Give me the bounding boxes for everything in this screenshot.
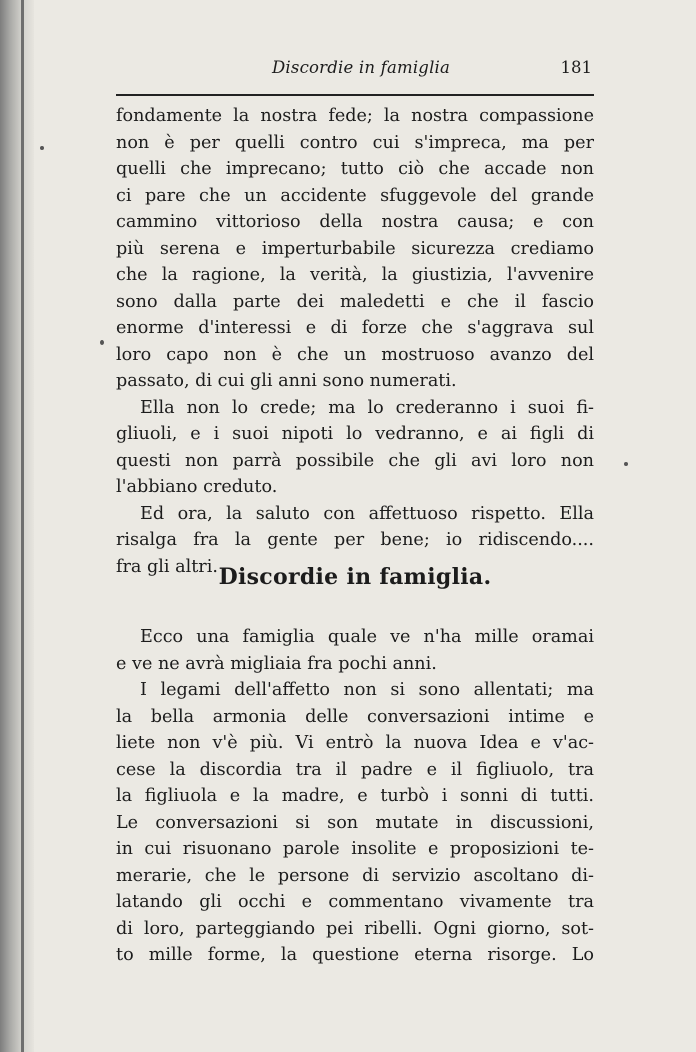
text-line: più serena e imperturbabile sicurezza crediamo <box>116 238 594 259</box>
section-title: Discordie in famiglia. <box>218 564 492 590</box>
ink-speck <box>100 340 104 345</box>
text-line: in cui risuonano parole insolite e proposizioni te- <box>116 839 594 859</box>
text-line: to mille forme, la questione eterna risorge. Lo <box>116 945 594 965</box>
body-text-bottom <box>116 624 594 969</box>
text-line: Ecco una famiglia quale ve n'ha mille oramai <box>140 627 594 647</box>
text-line: di loro, parteggiando pei ribelli. Ogni giorno, sot- <box>116 918 594 939</box>
text-line: e ve ne avrà migliaia fra pochi anni. <box>116 653 437 674</box>
text-line: non è per quelli contro cui s'impreca, ma per <box>116 132 594 153</box>
text-line: gliuoli, e i suoi nipoti lo vedranno, e ai figli di <box>116 424 594 444</box>
running-title: Discordie in famiglia <box>272 58 451 77</box>
text-line: Le conversazioni si son mutate in discussioni, <box>116 812 594 833</box>
text-line: questi non parrà possibile che gli avi loro non <box>116 450 594 471</box>
running-header <box>116 58 594 84</box>
text-line: loro capo non è che un mostruoso avanzo del <box>116 344 594 365</box>
text-line: enorme d'interessi e di forze che s'aggrava sul <box>116 318 594 338</box>
header-rule <box>116 94 594 96</box>
page-number: 181 <box>560 58 592 77</box>
text-line: fondamente la nostra fede; la nostra compassione <box>116 106 594 126</box>
text-line: risalga fra la gente per bene; io ridiscendo.... <box>116 530 594 550</box>
text-line: I legami dell'affetto non si sono allentati; ma <box>140 680 594 700</box>
text-line: la figliuola e la madre, e turbò i sonni di tutti. <box>116 786 594 806</box>
text-line: l'abbiano creduto. <box>116 477 278 497</box>
ink-speck <box>624 462 628 466</box>
ink-speck <box>40 146 44 150</box>
text-line: la bella armonia delle conversazioni intime e <box>116 706 594 727</box>
text-line: Ed ora, la saluto con affettuoso rispetto. Ella <box>140 503 594 524</box>
text-line: Ella non lo crede; ma lo crederanno i suoi fi- <box>140 397 594 418</box>
text-line: liete non v'è più. Vi entrò la nuova Idea e v'ac- <box>116 733 594 753</box>
text-line: cammino vittorioso della nostra causa; e con <box>116 212 594 232</box>
text-line: passato, di cui gli anni sono numerati. <box>116 371 457 391</box>
text-line: quelli che imprecano; tutto ciò che accade non <box>116 159 594 179</box>
text-line: merarie, che le persone di servizio ascoltano di- <box>116 865 594 886</box>
text-line: cese la discordia tra il padre e il figliuolo, tra <box>116 759 594 780</box>
text-line: sono dalla parte dei maledetti e che il fascio <box>116 291 594 312</box>
text-line: latando gli occhi e commentano vivamente tra <box>116 892 594 912</box>
text-line: che la ragione, la verità, la giustizia, l'avvenire <box>116 265 594 285</box>
page-binding-shadow <box>0 0 34 1052</box>
text-line: fra gli altri. <box>116 556 218 577</box>
page-binding-rule <box>21 0 24 1052</box>
body-text-top <box>116 103 594 580</box>
text-line: ci pare che un accidente sfuggevole del grande <box>116 185 594 206</box>
